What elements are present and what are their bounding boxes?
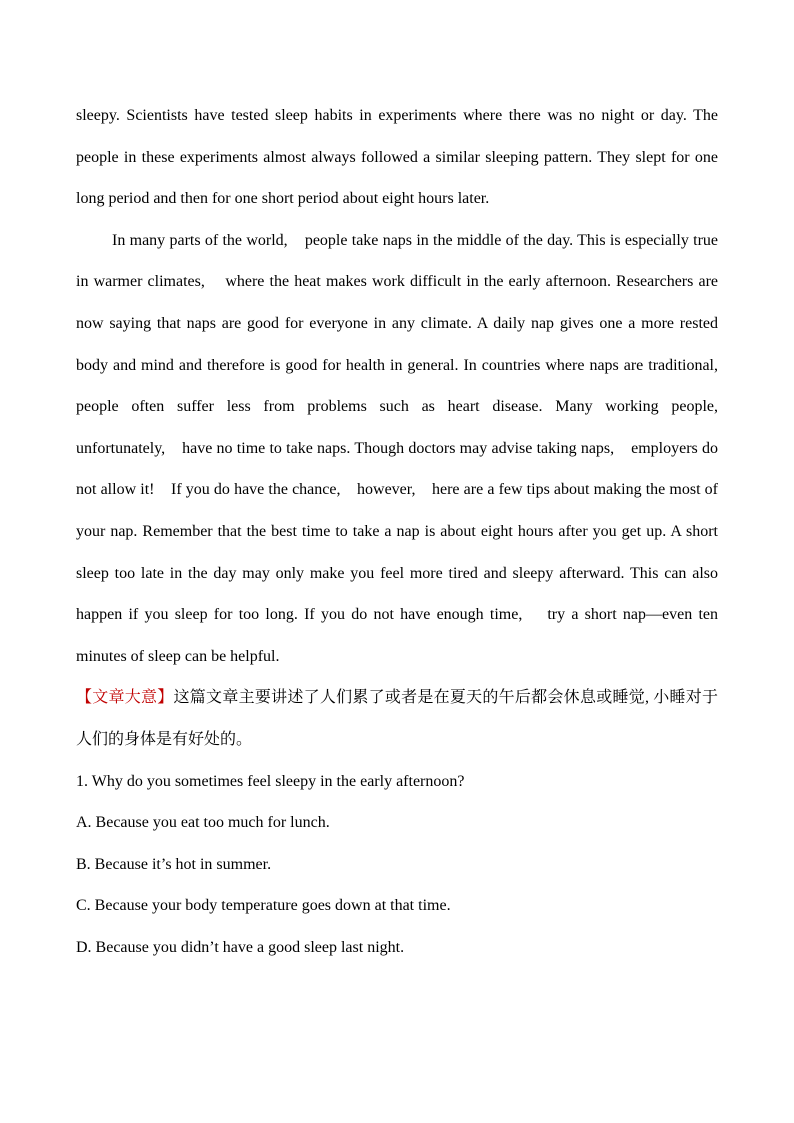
question-1-stem: 1. Why do you sometimes feel sleepy in the early afternoon? bbox=[76, 772, 465, 790]
question-1-option-c: C. Because your body temperature goes down at that time. bbox=[76, 897, 451, 915]
document-page bbox=[76, 95, 734, 968]
summary-tag: 【文章大意】 bbox=[76, 689, 174, 707]
passage-paragraph-2: In many parts of the world, people take naps in the middle of the day. This is especially true in warmer climates, where the heat makes work difficult in the early afternoon. Researchers are now saying that naps are good for everyone in any climate. A daily nap gives one a more rested body and mind and therefore is good for health in general. In countries where naps are traditional, people often suffer less from problems such as heart disease. Many working people, unfortunately, have no time to take naps. Though doctors may advise taking naps, employers do not allow it! If you do have the chance, however, here are a few tips about making the most of your nap. Remember that the best time to take a nap is about eight hours after you get up. A short sleep too late in the day may only make you feel more tired and sleepy afterward. This can also happen if you sleep for too long. If you do not have enough time, try a short nap—even ten minutes of sleep can be helpful. bbox=[76, 231, 734, 665]
question-1-option-b: B. Because it’s hot in summer. bbox=[76, 855, 272, 873]
summary-text: 这篇文章主要讲述了人们累了或者是在夏天的午后都会休息或睡觉, 小睡对于人们的身体是有好处的。 bbox=[76, 689, 718, 748]
question-1-option-d: D. Because you didn’t have a good sleep last night. bbox=[76, 938, 405, 956]
article-summary bbox=[76, 677, 718, 760]
question-1-option-a: A. Because you eat too much for lunch. bbox=[76, 814, 330, 832]
passage-paragraph-1: sleepy. Scientists have tested sleep habits in experiments where there was no night or day. The people in these experiments almost always followed a similar sleeping pattern. They slept for one long period and then for one short period about eight hours later. bbox=[76, 107, 718, 208]
